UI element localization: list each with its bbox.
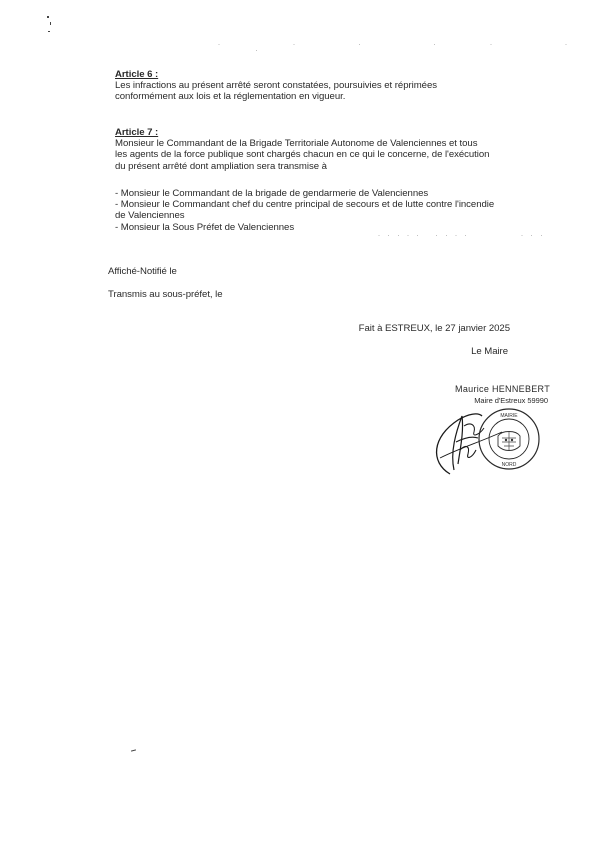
affiche-notifie: Affiché-Notifié le <box>108 266 177 277</box>
signatory-name: Maurice HENNEBERT <box>455 384 550 394</box>
article-6 <box>115 69 437 103</box>
recipient-item: - Monsieur la Sous Préfet de Valenciennes <box>115 221 295 233</box>
article-6-line: conformément aux lois et la réglementation en vigueur. <box>115 91 346 103</box>
stamp-bottom-text: NORD <box>501 462 517 468</box>
signatory-role: Le Maire <box>471 346 508 357</box>
article-6-title: Article 6 : <box>115 69 159 80</box>
article-7-line: les agents de la force publique sont chargés chacun en ce qui le concerne, de l'exécution <box>115 149 490 161</box>
article-7-line: Monsieur le Commandant de la Brigade Territoriale Autonome de Valenciennes et tous <box>115 138 478 150</box>
scan-dots-mid: · · · · · · · · · · · · <box>378 233 546 239</box>
recipient-item: - Monsieur le Commandant de la brigade de gendarmerie de Valenciennes <box>115 188 429 199</box>
scan-speck <box>131 749 136 751</box>
place-date: Fait à ESTREUX, le 27 janvier 2025 <box>358 323 510 334</box>
recipient-list <box>115 188 494 233</box>
article-7-title: Article 7 : <box>115 127 159 138</box>
scan-dots-top: · · · · · · · <box>218 42 571 54</box>
article-7-line: du présent arrêté dont ampliation sera transmise à <box>115 160 327 172</box>
recipient-item: - Monsieur le Commandant chef du centre principal de secours et de lutte contre l'incendie <box>115 199 495 211</box>
scan-speck <box>48 31 50 32</box>
article-6-line: Les infractions au présent arrêté seront constatées, poursuivies et réprimées <box>115 80 437 92</box>
mairie-stamp <box>476 406 542 472</box>
signatory-subtitle: Maire d'Estreux 59990 <box>474 396 548 405</box>
recipient-item: de Valenciennes <box>115 210 185 222</box>
stamp-top-text: MAIRIE <box>500 413 518 419</box>
article-7 <box>115 127 489 172</box>
transmis-sous-prefet: Transmis au sous-préfet, le <box>108 289 223 300</box>
scan-speck <box>47 16 49 18</box>
scan-speck <box>50 22 51 25</box>
